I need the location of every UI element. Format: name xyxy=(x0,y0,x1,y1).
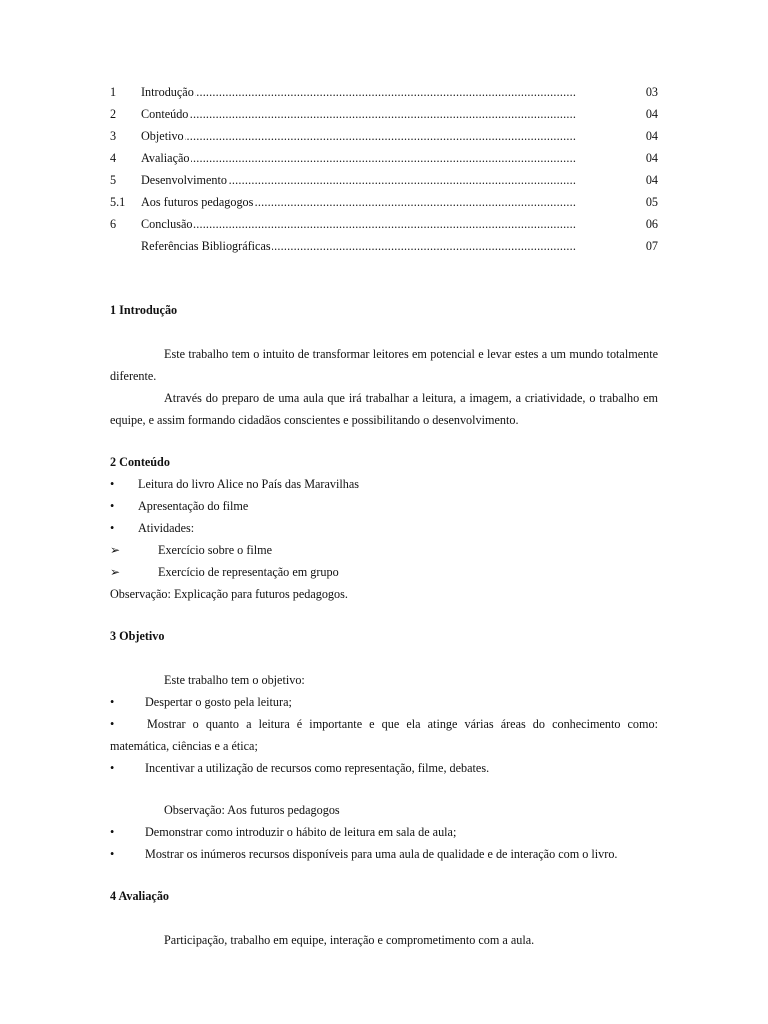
list-item-text: Exercício de representação em grupo xyxy=(158,565,339,579)
objetivo-note: Observação: Aos futuros pedagogos xyxy=(164,803,340,817)
toc-title: Avaliação xyxy=(141,151,190,165)
bullet-icon: • xyxy=(110,477,115,491)
toc-title: Introdução xyxy=(141,85,194,99)
list-item-text: Atividades: xyxy=(138,521,195,535)
conteudo-note: Observação: Explicação para futuros pedagogos. xyxy=(110,587,348,601)
toc-row xyxy=(110,213,658,235)
section-heading-conteudo: 2 Conteúdo xyxy=(110,455,170,469)
toc-page: 04 xyxy=(645,107,658,121)
toc-row xyxy=(110,191,658,213)
list-item-text: Despertar o gosto pela leitura; xyxy=(145,695,292,709)
objetivo-lead: Este trabalho tem o objetivo: xyxy=(164,673,305,687)
toc-title: Desenvolvimento xyxy=(141,173,227,187)
bullet-icon: • xyxy=(110,717,115,731)
list-item-text: Demonstrar como introduzir o hábito de leitura em sala de aula; xyxy=(145,825,457,839)
list-item xyxy=(110,843,658,865)
list-item xyxy=(110,691,658,713)
toc-number: 5 xyxy=(110,173,117,187)
toc-title: Aos futuros pedagogos xyxy=(141,195,254,209)
toc-page: 05 xyxy=(645,195,658,209)
section-heading-introducao: 1 Introdução xyxy=(110,303,178,317)
table-of-contents xyxy=(110,81,658,257)
bullet-icon: • xyxy=(110,521,115,535)
section-heading-avaliacao: 4 Avaliação xyxy=(110,889,170,903)
toc-page: 04 xyxy=(645,173,658,187)
list-item-text: Incentivar a utilização de recursos como representação, filme, debates. xyxy=(145,761,490,775)
list-item-text: Exercício sobre o filme xyxy=(158,543,273,557)
toc-page: 04 xyxy=(645,151,658,165)
toc-row xyxy=(110,81,658,103)
toc-row xyxy=(110,125,658,147)
list-item xyxy=(110,473,658,495)
toc-title: Conclusão xyxy=(141,217,193,231)
bullet-icon: • xyxy=(110,499,115,513)
section-heading-objetivo: 3 Objetivo xyxy=(110,629,165,643)
toc-number: 1 xyxy=(110,85,117,99)
bullet-icon: • xyxy=(110,825,115,839)
toc-number: 4 xyxy=(110,151,117,165)
bullet-icon: • xyxy=(110,695,115,709)
toc-number: 3 xyxy=(110,129,117,143)
list-item xyxy=(110,821,658,843)
toc-number: 6 xyxy=(110,217,117,231)
arrow-bullet-icon: ➢ xyxy=(110,543,121,557)
intro-paragraph-1: Este trabalho tem o intuito de transformar leitores em potencial e levar estes a um mundo totalmente diferente. xyxy=(110,347,658,383)
toc-row xyxy=(110,147,658,169)
intro-paragraph-2: Através do preparo de uma aula que irá trabalhar a leitura, a imagem, a criatividade, o trabalho em equipe, e assim formando cidadãos conscientes e possibilitando o desenvolvimento. xyxy=(110,391,658,427)
toc-row xyxy=(110,103,658,125)
list-item xyxy=(110,517,658,539)
list-item xyxy=(110,539,658,561)
toc-title: Referências Bibliográficas xyxy=(141,239,271,253)
arrow-bullet-icon: ➢ xyxy=(110,565,121,579)
toc-number: 2 xyxy=(110,107,117,121)
list-item xyxy=(110,561,658,583)
list-item-text: Mostrar o quanto a leitura é importante e que ela atinge várias áreas do conhecimento como: matemática, ciências e a ética; xyxy=(110,717,658,753)
list-item xyxy=(110,495,658,517)
bullet-icon: • xyxy=(110,761,115,775)
toc-number xyxy=(110,235,141,257)
toc-page: 07 xyxy=(645,239,658,253)
toc-title: Objetivo xyxy=(141,129,184,143)
list-item-text: Apresentação do filme xyxy=(138,499,249,513)
list-item-text: Mostrar os inúmeros recursos disponíveis para uma aula de qualidade e de interação com o livro. xyxy=(145,847,618,861)
list-item-text: Leitura do livro Alice no País das Maravilhas xyxy=(138,477,360,491)
toc-title: Conteúdo xyxy=(141,107,189,121)
toc-row xyxy=(110,169,658,191)
document-page xyxy=(110,81,658,951)
toc-page: 06 xyxy=(645,217,658,231)
toc-page: 03 xyxy=(645,85,658,99)
bullet-icon: • xyxy=(110,847,115,861)
list-item xyxy=(110,713,658,757)
list-item xyxy=(110,757,658,779)
toc-row xyxy=(110,235,658,257)
toc-number: 5.1 xyxy=(110,195,126,209)
avaliacao-paragraph: Participação, trabalho em equipe, interação e comprometimento com a aula. xyxy=(164,933,535,947)
toc-page: 04 xyxy=(645,129,658,143)
